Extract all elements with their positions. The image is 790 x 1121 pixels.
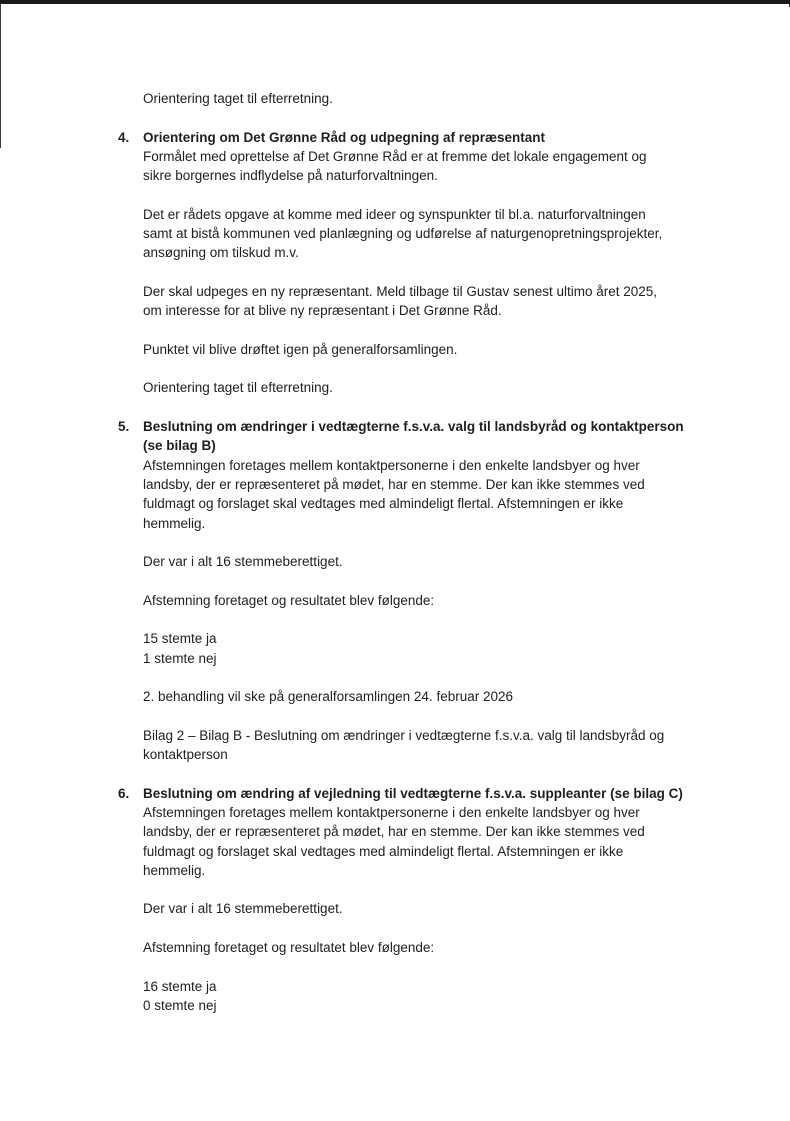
item-title-line: Orientering om Det Grønne Råd og udpegning af repræsentant	[143, 129, 546, 145]
item-title-line: Beslutning om ændringer i vedtægterne f.s.v.a. valg til landsbyråd og kontaktperson	[143, 419, 684, 435]
item-paragraph	[143, 726, 720, 765]
agenda-item	[118, 417, 720, 784]
paragraph-line: fuldmagt og forslaget skal vedtages med almindeligt flertal. Afstemningen er ikke	[143, 496, 624, 512]
page-top-edge	[0, 0, 790, 4]
item-number: 4.	[118, 129, 130, 145]
item-paragraph	[143, 205, 720, 263]
paragraph-line: landsby, der er repræsenteret på mødet, har en stemme. Der kan ikke stemmes ved	[143, 476, 645, 492]
paragraph-line: Afstemningen foretages mellem kontaktpersonerne i den enkelte landsbyer og hver	[143, 804, 640, 820]
paragraph-line: samt at bistå kommunen ved planlægning og udførelse af naturgenopretningsprojekter,	[143, 226, 663, 242]
item-title-line: (se bilag B)	[143, 438, 216, 454]
item-paragraph	[143, 340, 720, 359]
item-body	[143, 128, 720, 417]
item-paragraph	[143, 629, 720, 668]
item-title	[143, 417, 720, 456]
paragraph-line: sikre borgernes indflydelse på naturforvaltningen.	[143, 168, 438, 184]
paragraph-line: ansøgning om tilskud m.v.	[143, 245, 299, 261]
item-number: 6.	[118, 785, 130, 801]
item-paragraph	[143, 147, 720, 186]
item-paragraph	[143, 803, 720, 880]
item-title	[143, 784, 720, 803]
item-paragraph	[143, 552, 720, 571]
paragraph-line: Der skal udpeges en ny repræsentant. Meld tilbage til Gustav senest ultimo året 2025,	[143, 283, 658, 299]
item-paragraph	[143, 899, 720, 918]
item-paragraph	[143, 938, 720, 957]
paragraph-line: 2. behandling vil ske på generalforsamlingen 24. februar 2026	[143, 689, 513, 705]
paragraph-line: 16 stemte ja	[143, 978, 217, 994]
agenda-item	[118, 128, 720, 417]
agenda-items	[118, 128, 720, 1035]
item-paragraph	[143, 977, 720, 1016]
item-body	[143, 784, 720, 1035]
paragraph-line: Afstemning foretaget og resultatet blev følgende:	[143, 592, 435, 608]
item-paragraph	[143, 378, 720, 397]
item-paragraph	[143, 282, 720, 321]
paragraph-line: Der var i alt 16 stemmeberettiget.	[143, 554, 343, 570]
page-left-edge	[0, 0, 1, 148]
paragraph-line: fuldmagt og forslaget skal vedtages med almindeligt flertal. Afstemningen er ikke	[143, 843, 624, 859]
paragraph-line: Der var i alt 16 stemmeberettiget.	[143, 901, 343, 917]
item-title-line: Beslutning om ændring af vejledning til vedtægterne f.s.v.a. suppleanter (se bilag C)	[143, 785, 683, 801]
paragraph-line: kontaktperson	[143, 747, 228, 763]
paragraph-line: 1 stemte nej	[143, 650, 217, 666]
agenda-item	[118, 784, 720, 1035]
paragraph-line: Afstemning foretaget og resultatet blev følgende:	[143, 940, 435, 956]
paragraph-line: hemmelig.	[143, 515, 206, 531]
item-title	[143, 128, 720, 147]
paragraph-line: Orientering taget til efterretning.	[143, 380, 333, 396]
paragraph-line: Det er rådets opgave at komme med ideer og synspunkter til bl.a. naturforvaltningen	[143, 206, 646, 222]
item-body	[143, 417, 720, 784]
paragraph-line: Formålet med oprettelse af Det Grønne Råd er at fremme det lokale engagement og	[143, 148, 647, 164]
paragraph-line: Bilag 2 – Bilag B - Beslutning om ændringer i vedtægterne f.s.v.a. valg til landsbyråd og	[143, 727, 665, 743]
paragraph-line: 0 stemte nej	[143, 997, 217, 1013]
paragraph-line: om interesse for at blive ny repræsentant i Det Grønne Råd.	[143, 303, 502, 319]
paragraph-line: hemmelig.	[143, 862, 206, 878]
intro-paragraph: Orientering taget til efterretning.	[143, 91, 333, 106]
item-paragraph	[143, 456, 720, 533]
paragraph-line: landsby, der er repræsenteret på mødet, har en stemme. Der kan ikke stemmes ved	[143, 824, 645, 840]
paragraph-line: Afstemningen foretages mellem kontaktpersonerne i den enkelte landsbyer og hver	[143, 457, 640, 473]
item-paragraph	[143, 687, 720, 706]
item-paragraph	[143, 591, 720, 610]
item-number: 5.	[118, 419, 130, 435]
paragraph-line: Punktet vil blive drøftet igen på generalforsamlingen.	[143, 341, 458, 357]
paragraph-line: 15 stemte ja	[143, 631, 217, 647]
